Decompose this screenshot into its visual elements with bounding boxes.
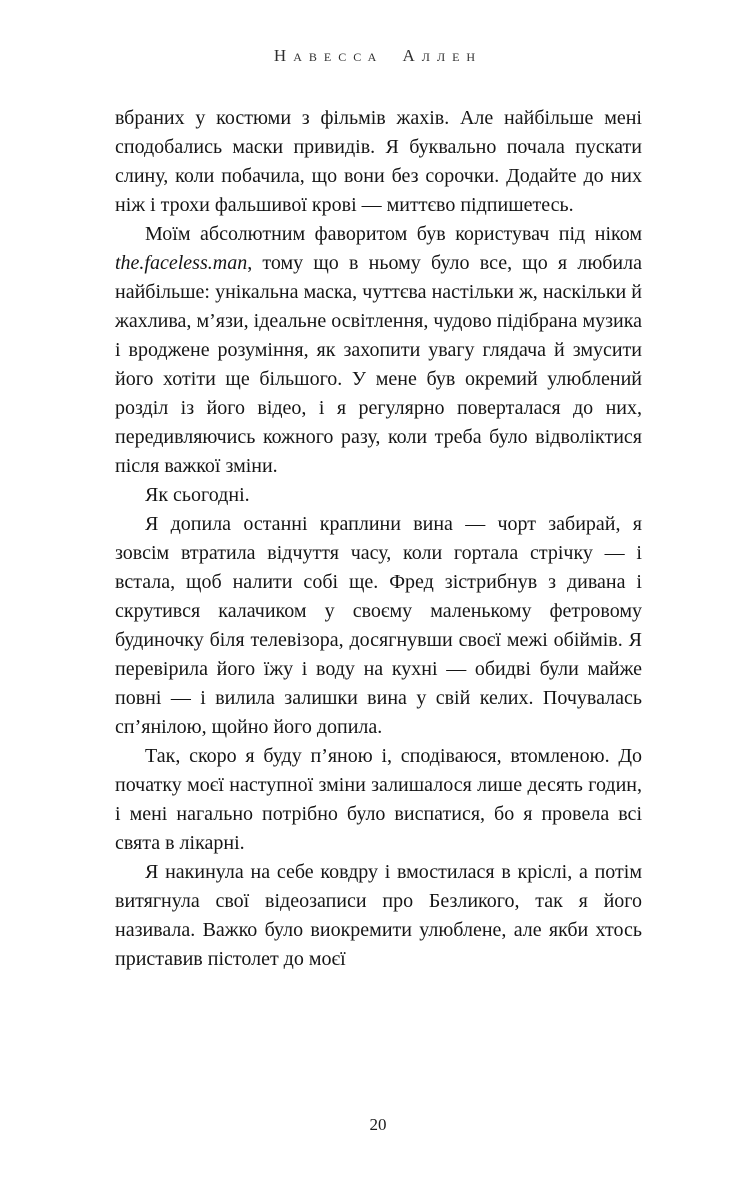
paragraph <box>115 858 642 974</box>
paragraph <box>115 481 642 510</box>
paragraph <box>115 220 642 481</box>
text-run: Так, скоро я буду п’яною і, сподіваюся, втомленою. До початку моєї наступної зміни залишалося лише десять годин, і мені нагально потрібно було виспатися, бо я провела всі свята в лікарні. <box>115 745 642 854</box>
text-run: Я допила останні краплини вина — чорт забирай, я зовсім втратила відчуття часу, коли гортала стрічку — і встала, щоб налити собі ще. Фред зістрибнув з дивана і скрутився калачиком у своєму маленькому фетровому будиночку біля телевізора, досягнувши своєї межі обіймів. Я перевірила його їжу і воду на кухні — обидві були майже повні — і вилила залишки вина у свій келих. Почувалась сп’янілою, щойно його допила. <box>115 513 642 738</box>
text-run: вбраних у костюми з фільмів жахів. Але найбільше мені сподобались маски привидів. Я буквально почала пускати слину, коли побачила, що вони без сорочки. Додайте до них ніж і трохи фальшивої крові — миттєво підпишетесь. <box>115 107 642 216</box>
running-header-author: Навесса Аллен <box>273 46 483 65</box>
page-number: 20 <box>369 1115 387 1134</box>
text-run: , тому що в ньому було все, що я любила найбільше: унікальна маска, чуттєва настільки ж, наскільки й жахлива, м’язи, ідеальне освітлення, чудово підібрана музика і вроджене розуміння, як захопити увагу глядача й змусити його хотіти ще більшого. У мене був окремий улюблений розділ із його відео, і я регулярно поверталася до них, передивляючись кожного разу, коли треба було відволіктися після важкої зміни. <box>115 252 642 477</box>
paragraph <box>115 104 642 220</box>
paragraph <box>115 742 642 858</box>
page-body-text <box>115 104 642 974</box>
text-run: Як сьогодні. <box>145 484 250 506</box>
italic-username-text: the.faceless.man <box>115 252 248 274</box>
paragraph <box>115 510 642 742</box>
text-run: Моїм абсолютним фаворитом був користувач під ніком <box>145 223 642 245</box>
text-run: Я накинула на себе ковдру і вмостилася в кріслі, а потім витягнула свої відеозаписи про Безликого, так я його називала. Важко було виокремити улюблене, але якби хтось приставив пістолет до моєї <box>115 861 642 970</box>
